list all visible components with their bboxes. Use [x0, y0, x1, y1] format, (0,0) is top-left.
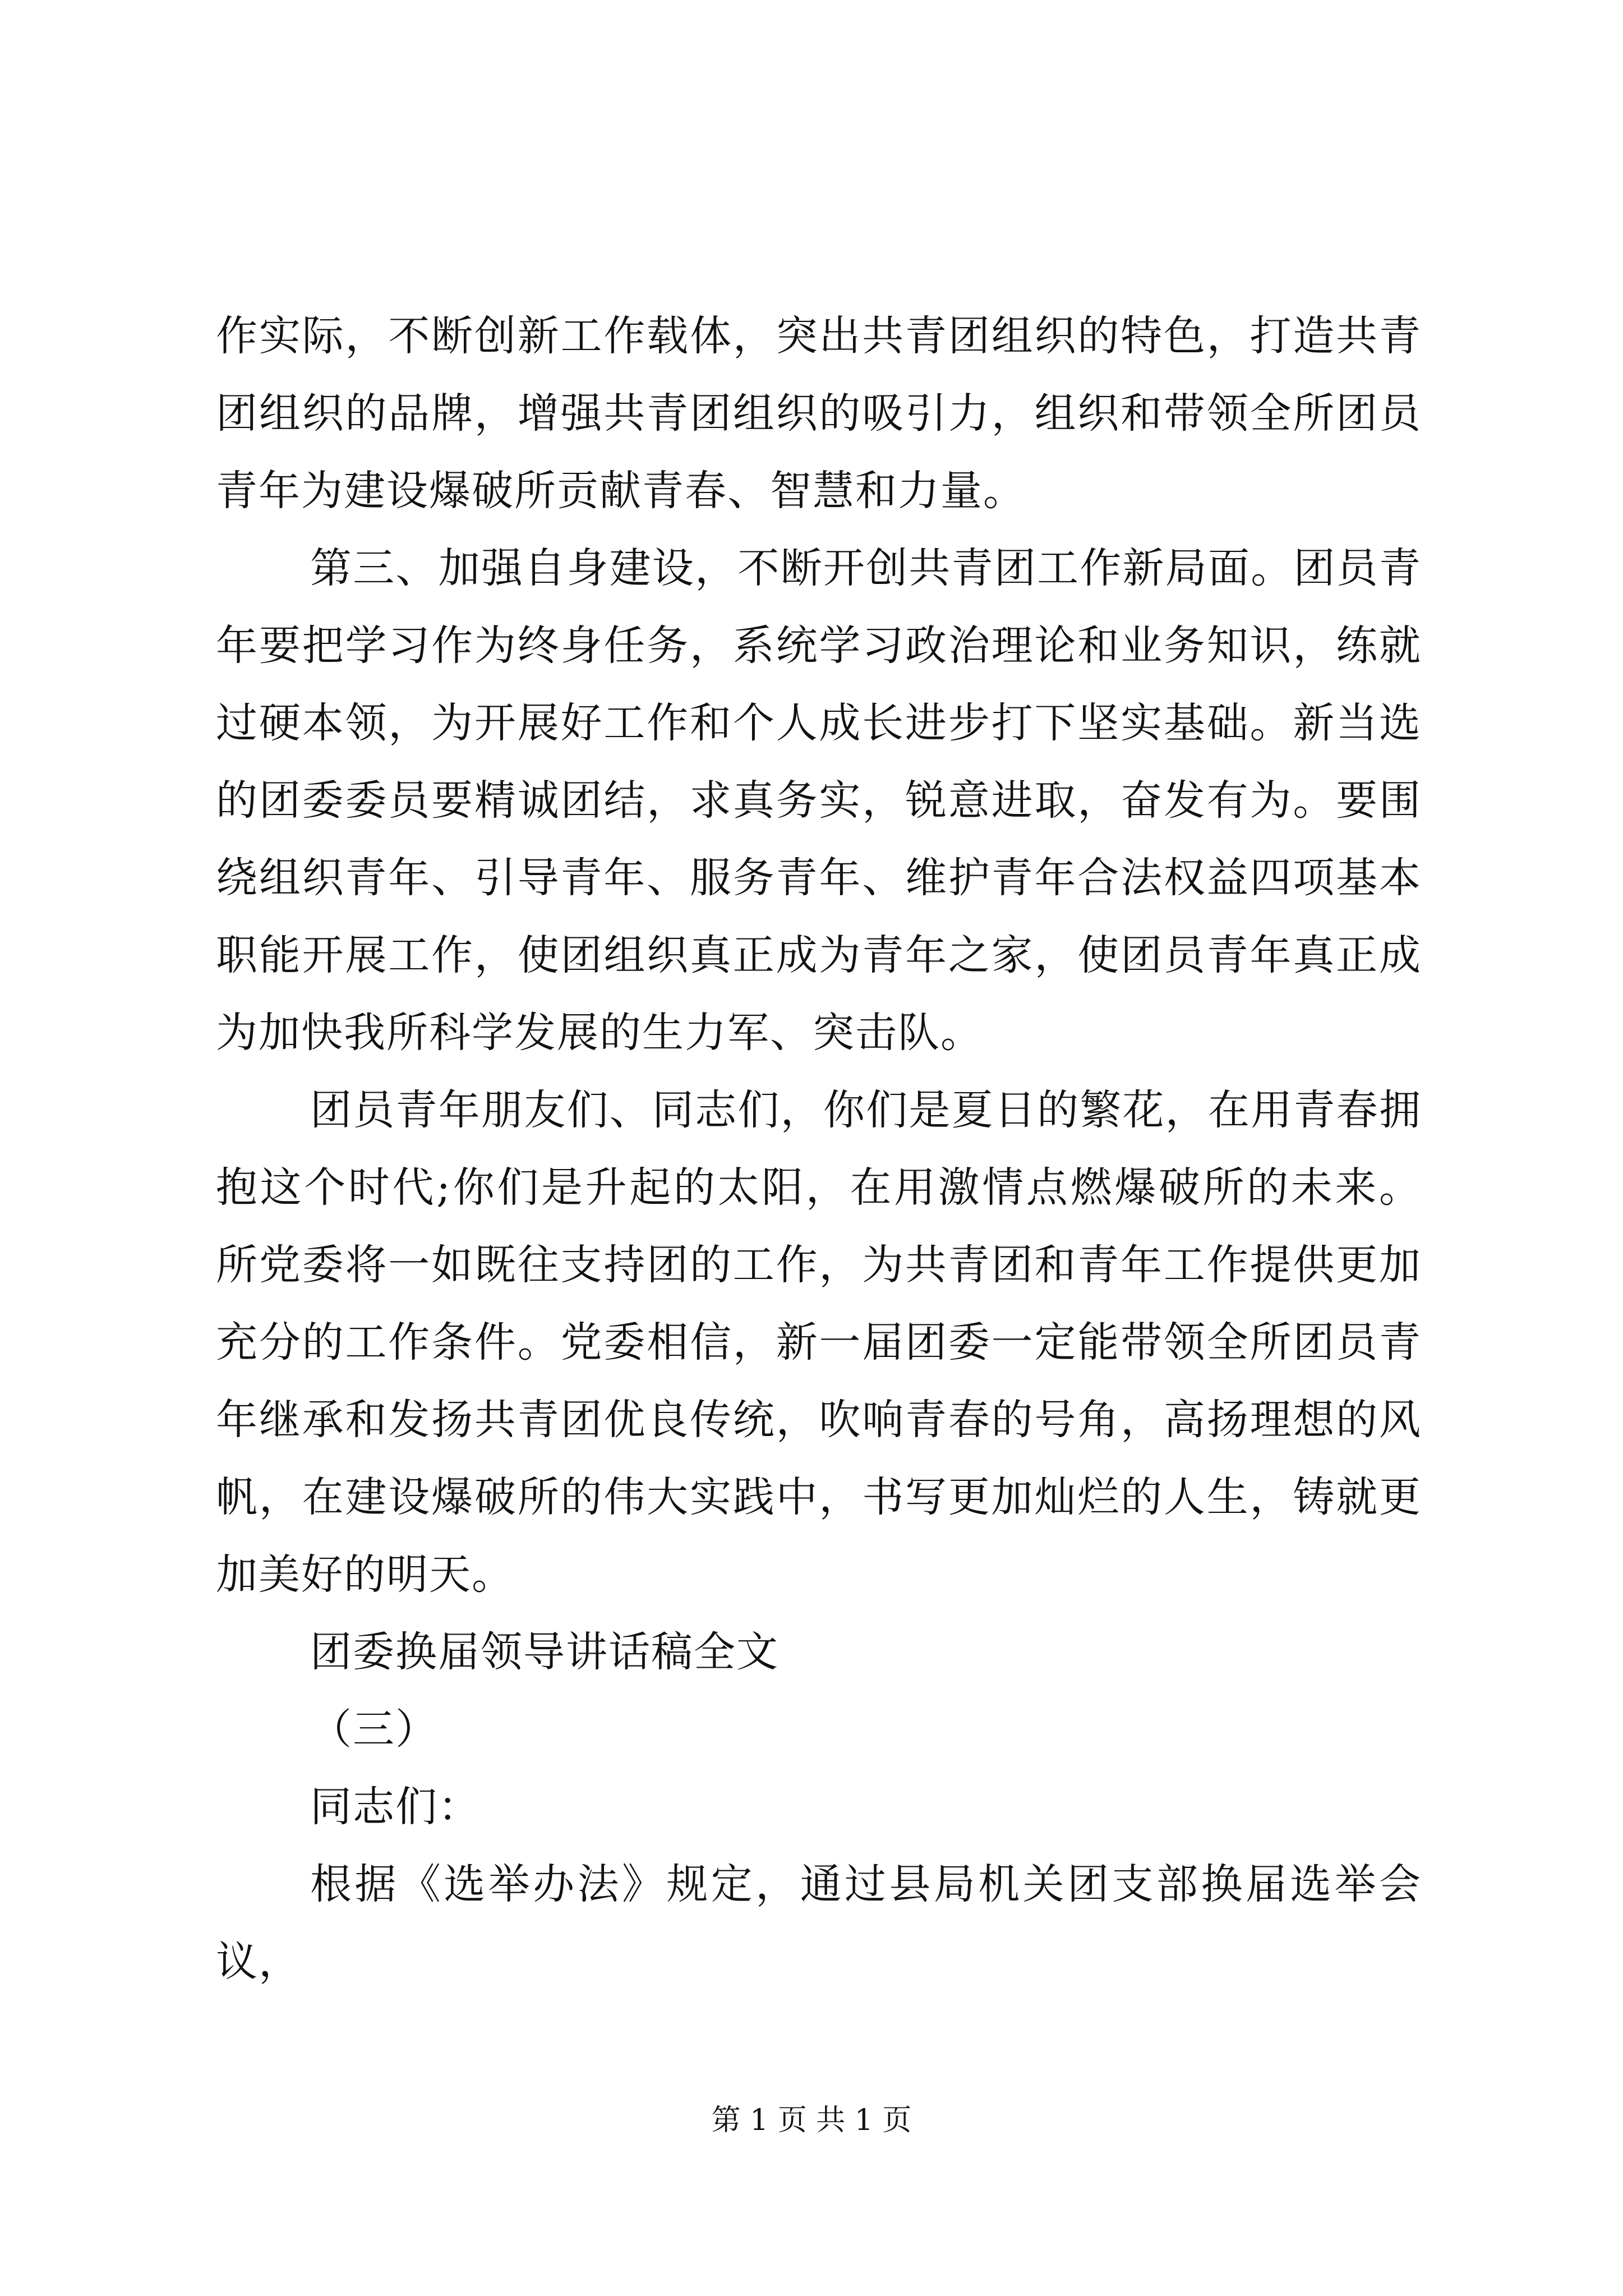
section-number: （三）: [310, 1705, 438, 1754]
section-title: 团委换届领导讲话稿全文: [310, 1628, 779, 1676]
document-body: [216, 297, 1422, 2000]
page-number-footer: 第 1 页 共 1 页: [711, 2104, 912, 2137]
paragraph-opening: 根据《选举办法》规定，通过县局机关团支部换届选举会议，: [216, 1860, 1422, 1986]
paragraph-closing-address: 团员青年朋友们、同志们，你们是夏日的繁花，在用青春拥抱这个时代;你们是升起的太阳，在用激情点燃爆破所的未来。所党委将一如既往支持团的工作，为共青团和青年工作提供更加充分的工作条件。党委相信，新一届团委一定能带领全所团员青年继承和发扬共青团优良传统，吹响青春的号角，高扬理想的风帆，在建设爆破所的伟大实践中，书写更加灿烂的人生，铸就更加美好的明天。: [216, 1086, 1422, 1599]
paragraph-continuation: 作实际，不断创新工作载体，突出共青团组织的特色，打造共青团组织的品牌，增强共青团组织的吸引力，组织和带领全所团员青年为建设爆破所贡献青春、智慧和力量。: [216, 312, 1422, 515]
paragraph-third-point: 第三、加强自身建设，不断开创共青团工作新局面。团员青年要把学习作为终身任务，系统学习政治理论和业务知识，练就过硬本领，为开展好工作和个人成长进步打下坚实基础。新当选的团委委员要精诚团结，求真务实，锐意进取，奋发有为。要围绕组织青年、引导青年、服务青年、维护青年合法权益四项基本职能开展工作，使团组织真正成为青年之家，使团员青年真正成为加快我所科学发展的生力军、突击队。: [216, 544, 1422, 1057]
salutation: 同志们：: [310, 1783, 481, 1831]
